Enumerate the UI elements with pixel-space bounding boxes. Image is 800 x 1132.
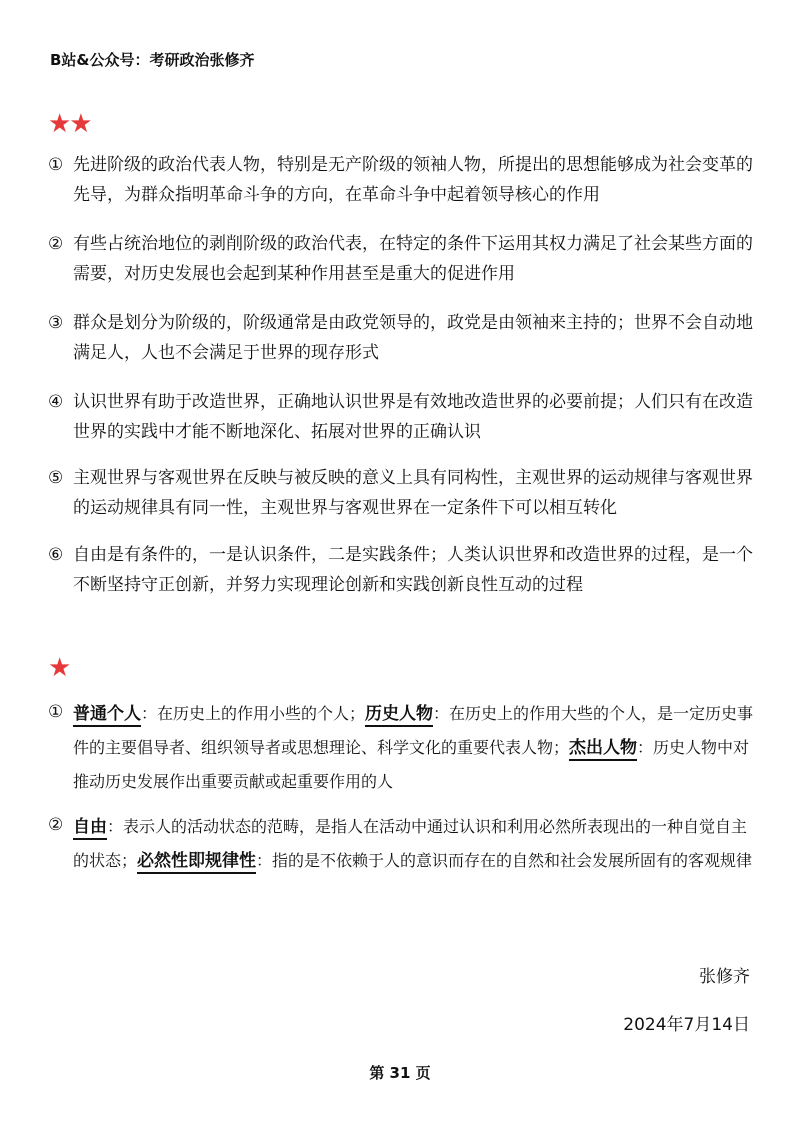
page-header: B站&公众号：考研政治张修齐 xyxy=(50,51,255,69)
definition: ：在历史上的作用小些的个人； xyxy=(141,704,366,723)
term-freedom: 自由 xyxy=(73,817,107,840)
term-ordinary-individual: 普通个人 xyxy=(73,704,141,727)
term-historical-figure: 历史人物 xyxy=(365,704,433,727)
item-text: 有些占统治地位的剥削阶级的政治代表，在特定的条件下运用其权力满足了社会某些方面的需要，对历史发展也会起到某种作用甚至是重大的促进作用 xyxy=(73,234,753,284)
definition-item xyxy=(48,697,760,798)
list-item xyxy=(48,540,760,600)
item-text: 认识世界有助于改造世界，正确地认识世界是有效地改造世界的必要前提；人们只有在改造世界的实践中才能不断地深化、拓展对世界的正确认识 xyxy=(73,392,753,442)
definition: ：表示人的活动状态的范畴，是指人在活动中通过认识和利用必然所表现出的一种自觉自主的状态； xyxy=(73,817,748,870)
item-number: ③ xyxy=(48,313,64,333)
list-item xyxy=(48,463,760,523)
item-number: ② xyxy=(48,234,64,254)
definition-text xyxy=(73,697,760,798)
definition: ：历史人物中对推动历史发展作出重要贡献或起重要作用的人 xyxy=(73,738,750,791)
list-item xyxy=(48,150,760,210)
definition: ：指的是不依赖于人的意识而存在的自然和社会发展所固有的客观规律 xyxy=(256,851,753,870)
signature-name: 张修齐 xyxy=(699,967,750,987)
item-number: ② xyxy=(48,815,64,835)
definition: ：在历史上的作用大些的个人，是一定历史事件的主要倡导者、组织领导者或思想理论、科学文化的重要代表人物； xyxy=(73,704,754,757)
item-number: ⑤ xyxy=(48,468,64,488)
term-necessity-law: 必然性即规律性 xyxy=(137,851,256,874)
importance-stars-two: ★★ xyxy=(48,109,91,139)
definition-text xyxy=(73,810,760,878)
list-item xyxy=(48,308,760,368)
item-number: ① xyxy=(48,702,64,722)
signature-date: 2024年7月14日 xyxy=(623,1015,750,1035)
page-number: 第 31 页 xyxy=(369,1064,431,1082)
item-number: ④ xyxy=(48,392,64,412)
item-text: 自由是有条件的，一是认识条件，二是实践条件；人类认识世界和改造世界的过程，是一个不断坚持守正创新，并努力实现理论创新和实践创新良性互动的过程 xyxy=(73,545,753,595)
item-text: 先进阶级的政治代表人物，特别是无产阶级的领袖人物，所提出的思想能够成为社会变革的先导，为群众指明革命斗争的方向，在革命斗争中起着领导核心的作用 xyxy=(73,155,753,205)
term-outstanding-figure: 杰出人物 xyxy=(569,738,637,761)
item-text: 主观世界与客观世界在反映与被反映的意义上具有同构性，主观世界的运动规律与客观世界的运动规律具有同一性，主观世界与客观世界在一定条件下可以相互转化 xyxy=(73,468,753,518)
list-item xyxy=(48,387,760,447)
item-number: ① xyxy=(48,155,64,175)
definition-item xyxy=(48,810,760,878)
list-item xyxy=(48,229,760,289)
importance-star-one: ★ xyxy=(48,653,70,683)
item-number: ⑥ xyxy=(48,545,64,565)
item-text: 群众是划分为阶级的，阶级通常是由政党领导的，政党是由领袖来主持的；世界不会自动地满足人，人也不会满足于世界的现存形式 xyxy=(73,313,753,363)
